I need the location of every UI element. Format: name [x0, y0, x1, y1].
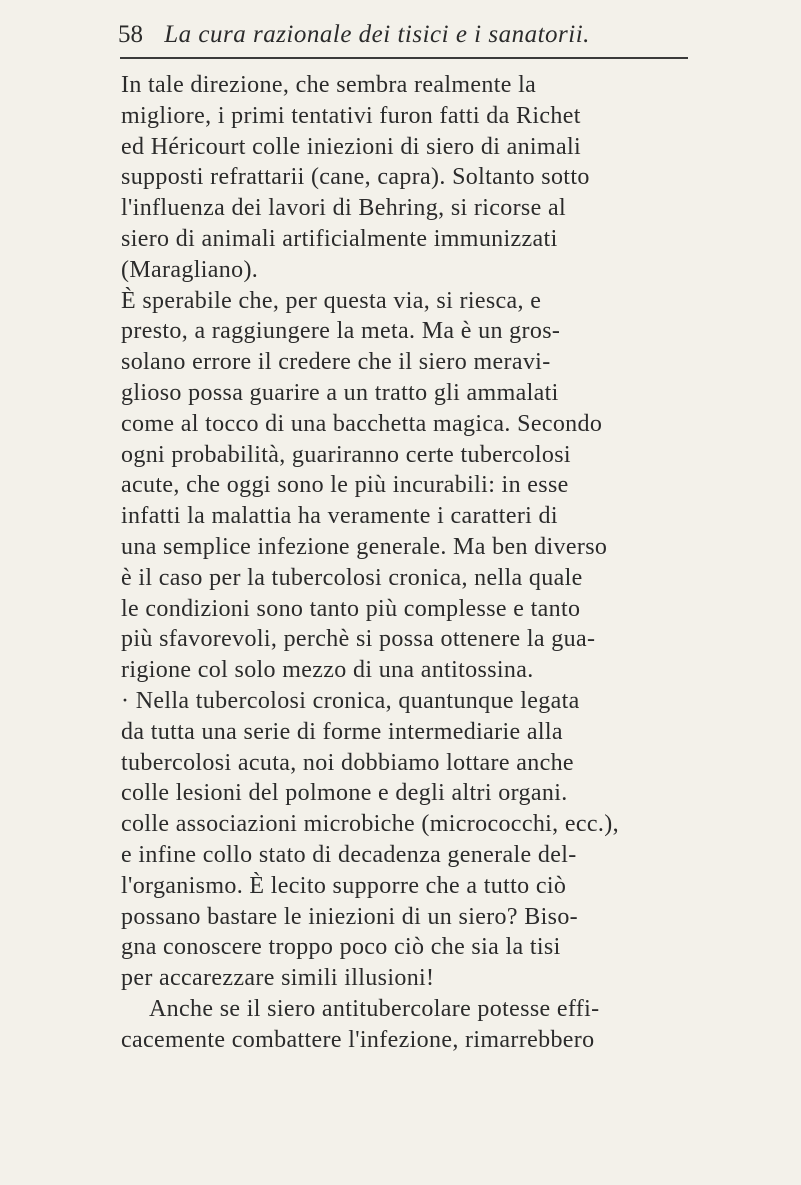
text-line: da tutta una serie di forme intermediarie alla [121, 718, 563, 745]
text-line: Anche se il siero antitubercolare potesse effi- [149, 995, 600, 1022]
text-line: supposti refrattarii (cane, capra). Soltanto sotto [121, 164, 590, 191]
text-line: gna conoscere troppo poco ciò che sia la tisi [121, 934, 561, 961]
text-line: glioso possa guarire a un tratto gli ammalati [121, 379, 559, 406]
text-line: le condizioni sono tanto più complesse e tanto [121, 595, 581, 622]
header-rule [120, 57, 688, 59]
text-line: È sperabile che, per questa via, si riesca, e [121, 287, 542, 314]
text-line: acute, che oggi sono le più incurabili: in esse [121, 472, 569, 499]
text-line: · Nella tubercolosi cronica, quantunque legata [121, 687, 580, 714]
text-line: infatti la malattia ha veramente i caratteri di [121, 503, 558, 530]
text-line: (Maragliano). [121, 256, 259, 283]
text-line: ed Héricourt colle iniezioni di siero di animali [121, 133, 581, 160]
text-line: una semplice infezione generale. Ma ben diverso [121, 533, 608, 560]
text-line: più sfavorevoli, perchè si possa ottenere la gua- [121, 626, 596, 653]
text-line: possano bastare le iniezioni di un siero? Biso- [121, 903, 579, 930]
text-line: siero di animali artificialmente immunizzati [121, 225, 558, 252]
text-line: presto, a raggiungere la meta. Ma è un gros- [121, 318, 561, 345]
text-line: per accarezzare simili illusioni! [121, 965, 435, 992]
text-line: cacemente combattere l'infezione, rimarrebbero [121, 1026, 595, 1053]
text-line: colle lesioni del polmone e degli altri organi. [121, 780, 568, 807]
page-number: 58 [118, 21, 143, 48]
text-line: ogni probabilità, guariranno certe tubercolosi [121, 441, 571, 468]
text-line: e infine collo stato di decadenza generale del- [121, 841, 577, 868]
text-line: migliore, i primi tentativi furon fatti da Richet [121, 102, 581, 129]
text-line: come al tocco di una bacchetta magica. Secondo [121, 410, 603, 437]
text-line: l'influenza dei lavori di Behring, si ricorse al [121, 195, 566, 222]
running-title: La cura razionale dei tisici e i sanatorii. [164, 21, 590, 48]
text-line: l'organismo. È lecito supporre che a tutto ciò [121, 872, 567, 899]
text-line: è il caso per la tubercolosi cronica, nella quale [121, 564, 583, 591]
text-line: In tale direzione, che sembra realmente la [121, 72, 537, 98]
text-line: tubercolosi acuta, noi dobbiamo lottare anche [121, 749, 574, 776]
text-line: solano errore il credere che il siero meravi- [121, 349, 551, 376]
text-line: colle associazioni microbiche (micrococchi, ecc.), [121, 811, 619, 838]
text-line: rigione col solo mezzo di una antitossina. [121, 657, 534, 684]
running-header [118, 20, 688, 60]
body-text [121, 70, 791, 1056]
